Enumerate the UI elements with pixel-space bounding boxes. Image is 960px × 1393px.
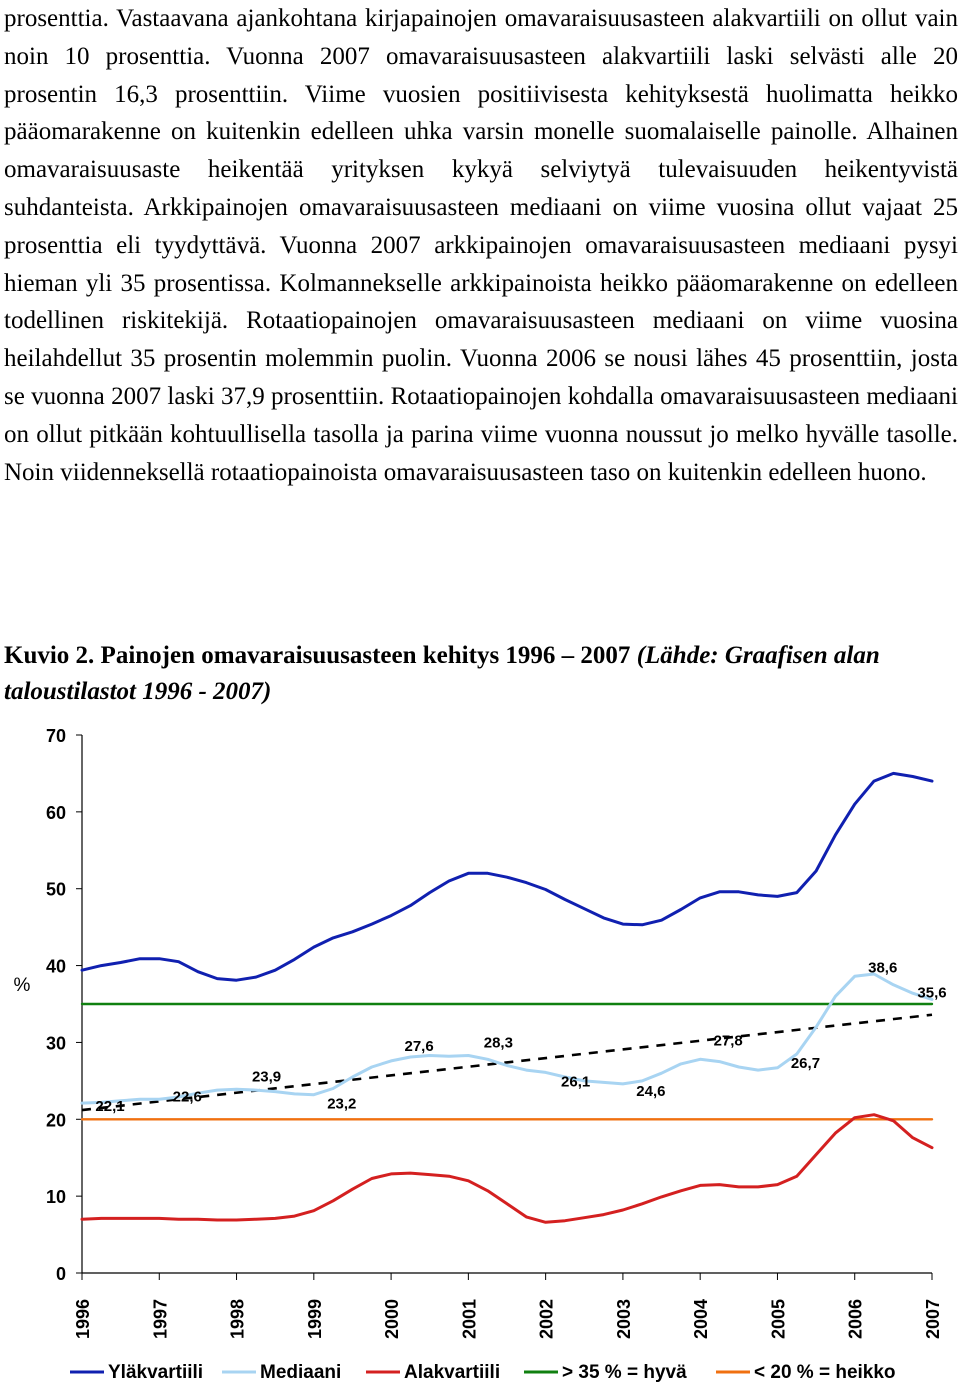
y-tick-label-50: 50 bbox=[45, 879, 66, 900]
x-tick-label-2001: 2001 bbox=[459, 1298, 480, 1339]
x-tick-label-2004: 2004 bbox=[691, 1298, 712, 1339]
y-tick-label-40: 40 bbox=[45, 956, 66, 977]
legend-label-alakvartiili: Alakvartiili bbox=[404, 1362, 501, 1383]
data-label-1998: 23,9 bbox=[251, 1068, 282, 1086]
data-label-2005: 26,7 bbox=[790, 1054, 821, 1072]
y-tick-label-30: 30 bbox=[45, 1033, 66, 1054]
data-label-2000: 27,6 bbox=[404, 1037, 434, 1055]
x-tick-label-1996: 1996 bbox=[73, 1298, 93, 1339]
body-paragraph: prosenttia. Vastaavana ajankohtana kirjapainojen omavaraisuusasteen alakvartiili on ollut vain noin 10 prosenttia. Vuonna 2007 omavaraisuusasteen alakvartiili laski selvästi alle 20 prosentin 16,3 prosenttiin. Viime vuosien positiivisesta kehityksestä huolimatta heikko pääomarakenne on kuitenkin edelleen uhka varsin monelle suomalaiselle painolle. Alhainen omavaraisuusaste heikentää yrityksen kykyä selviytyä tulevaisuuden heikentyvistä suhdanteista. Arkkipainojen omavaraisuusasteen mediaani on viime vuosina ollut vajaat 25 prosenttia eli tyydyttävä. Vuonna 2007 arkkipainojen omavaraisuusasteen mediaani pysyi hieman yli 35 prosentissa. Kolmannekselle arkkipainoista heikko pääomarakenne on edelleen todellinen riskitekijä. Rotaatiopainojen omavaraisuusasteen mediaani on viime vuosina heilahdellut 35 prosentin molemmin puolin. Vuonna 2006 se nousi lähes 45 prosenttiin, josta se vuonna 2007 laski 37,9 prosenttiin. Rotaatiopainojen kohdalla omavaraisuusasteen mediaani on ollut pitkään kohtuullisella tasolla ja parina viime vuonna noussut jo melko hyvälle tasolle. Noin viidenneksellä rotaatiopainoista omavaraisuusasteen taso on kuitenkin edelleen huono. bbox=[4, 5, 958, 486]
equity-ratio-chart bbox=[0, 700, 960, 1393]
legend-label-mediaani: Mediaani bbox=[260, 1362, 342, 1383]
series-line-alakvartiili bbox=[82, 1115, 932, 1223]
chart-ticks bbox=[46, 726, 943, 1339]
x-tick-label-1997: 1997 bbox=[150, 1298, 171, 1339]
y-tick-label-0: 0 bbox=[55, 1264, 66, 1284]
x-tick-label-2002: 2002 bbox=[536, 1298, 557, 1339]
y-axis-label: % bbox=[13, 974, 31, 996]
data-label-2007: 35,6 bbox=[917, 984, 947, 1002]
data-labels bbox=[95, 959, 946, 1115]
data-label-1997: 22,6 bbox=[172, 1088, 202, 1106]
data-label-1999: 23,2 bbox=[327, 1095, 357, 1113]
x-tick-label-2003: 2003 bbox=[613, 1298, 634, 1339]
data-label-2003: 24,6 bbox=[636, 1082, 666, 1100]
y-tick-label-60: 60 bbox=[45, 802, 66, 823]
legend-label-35-hyvä: > 35 % = hyvä bbox=[562, 1362, 687, 1383]
legend-label-20-heikko: < 20 % = heikko bbox=[754, 1362, 896, 1383]
caption-source: (Lähde: Graafisen alan taloustilastot 1996 - 2007) bbox=[4, 642, 880, 705]
x-tick-label-1998: 1998 bbox=[227, 1298, 248, 1339]
y-tick-label-20: 20 bbox=[45, 1110, 66, 1131]
x-tick-label-2000: 2000 bbox=[382, 1298, 403, 1339]
x-tick-label-2006: 2006 bbox=[845, 1298, 866, 1339]
data-label-2002: 26,1 bbox=[561, 1073, 591, 1091]
x-tick-label-1999: 1999 bbox=[304, 1298, 325, 1339]
data-label-2006: 38,6 bbox=[868, 959, 898, 977]
caption-label: Kuvio 2. Painojen omavaraisuusasteen kehitys 1996 – 2007 bbox=[4, 642, 631, 669]
data-label-2004: 27,8 bbox=[713, 1032, 743, 1050]
y-tick-label-70: 70 bbox=[45, 726, 66, 746]
y-tick-label-10: 10 bbox=[45, 1187, 66, 1208]
data-label-2001: 28,3 bbox=[483, 1034, 513, 1052]
series-line-yläkvartiili bbox=[82, 773, 932, 980]
series-group bbox=[82, 773, 932, 1222]
data-label-1996: 22,1 bbox=[95, 1098, 125, 1116]
x-tick-label-2005: 2005 bbox=[768, 1298, 789, 1339]
x-tick-label-2007: 2007 bbox=[923, 1298, 943, 1339]
chart-legend bbox=[70, 1362, 896, 1383]
legend-label-yläkvartiili: Yläkvartiili bbox=[108, 1362, 204, 1383]
